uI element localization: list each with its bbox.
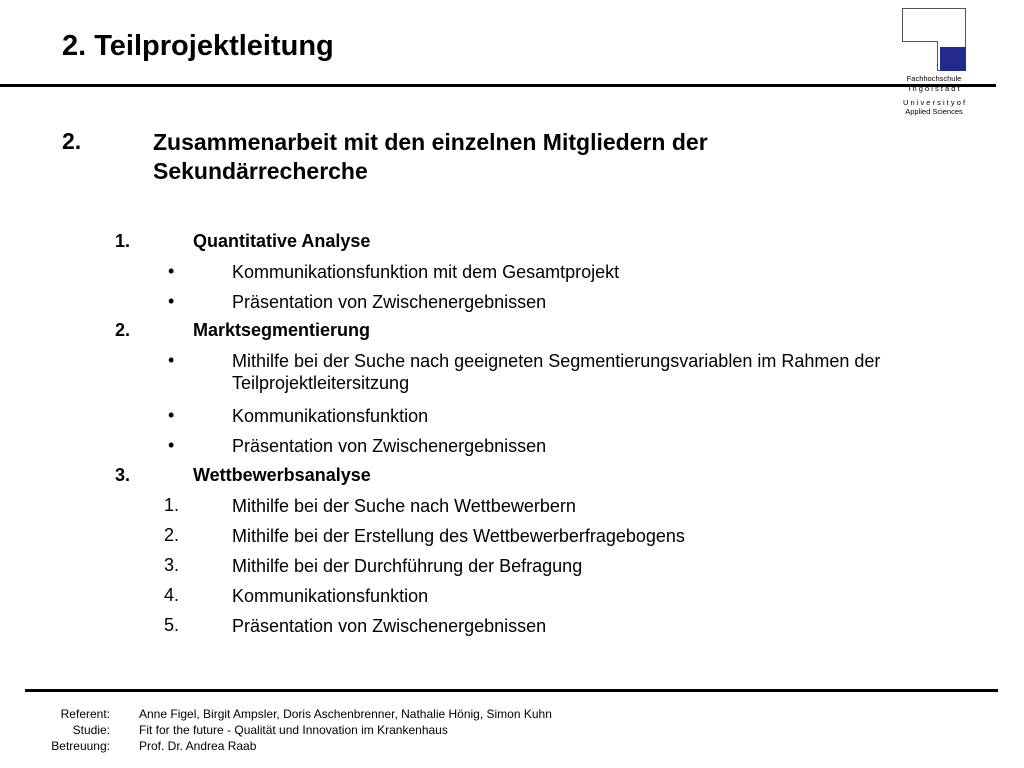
footer-divider <box>25 689 998 692</box>
logo-line-4: Applied Sciences <box>905 107 963 116</box>
list-item: Kommunikationsfunktion mit dem Gesamtprojekt <box>232 262 620 282</box>
section-number: 1. <box>115 231 131 251</box>
list-marker: 2. <box>164 525 180 545</box>
footer-label-studie: Studie: <box>72 723 110 737</box>
heading-text: Zusammenarbeit mit den einzelnen Mitgliedern der Sekundärrecherche <box>153 129 708 184</box>
list-marker: 1. <box>164 495 180 515</box>
list-item: Mithilfe bei der Erstellung des Wettbewerberfragebogens <box>232 526 685 546</box>
logo-line-1: Fachhochschule <box>906 74 962 83</box>
logo-blue-square <box>940 47 966 71</box>
list-item: Mithilfe bei der Durchführung der Befragung <box>232 556 583 576</box>
list-marker: • <box>168 435 175 455</box>
logo-inner-square <box>902 41 938 71</box>
list-item: Kommunikationsfunktion <box>232 406 429 426</box>
list-marker: • <box>168 261 175 281</box>
footer-value-betreuung: Prof. Dr. Andrea Raab <box>139 739 257 753</box>
footer-value-studie: Fit for the future - Qualität und Innovation im Krankenhaus <box>139 723 448 737</box>
section-title: Quantitative Analyse <box>193 231 371 251</box>
list-marker: • <box>168 405 175 425</box>
logo-line-2: I n g o l s t a d t <box>908 84 960 93</box>
list-item: Mithilfe bei der Suche nach geeigneten Segmentierungsvariablen im Rahmen der Teilprojektleitersitzung <box>232 351 881 393</box>
list-marker: • <box>168 291 175 311</box>
section-number: 3. <box>115 465 131 485</box>
heading-number: 2. <box>62 128 82 154</box>
list-marker: 5. <box>164 615 180 635</box>
footer-label-betreuung: Betreuung: <box>51 739 110 753</box>
list-item: Mithilfe bei der Suche nach Wettbewerbern <box>232 496 576 516</box>
section-title: Marktsegmentierung <box>193 320 371 340</box>
list-item: Präsentation von Zwischenergebnissen <box>232 292 547 312</box>
list-marker: 4. <box>164 585 180 605</box>
list-marker: 3. <box>164 555 180 575</box>
page-title: 2. Teilprojektleitung <box>62 30 334 62</box>
footer-label-referent: Referent: <box>60 707 110 721</box>
section-title: Wettbewerbsanalyse <box>193 465 371 485</box>
list-item: Kommunikationsfunktion <box>232 586 429 606</box>
logo-line-3: U n i v e r s i t y o f <box>902 98 966 107</box>
header-divider <box>0 84 996 87</box>
footer-value-referent: Anne Figel, Birgit Ampsler, Doris Aschenbrenner, Nathalie Hönig, Simon Kuhn <box>139 707 552 721</box>
list-item: Präsentation von Zwischenergebnissen <box>232 616 547 636</box>
list-item: Präsentation von Zwischenergebnissen <box>232 436 547 456</box>
section-number: 2. <box>115 320 131 340</box>
list-marker: • <box>168 350 175 370</box>
